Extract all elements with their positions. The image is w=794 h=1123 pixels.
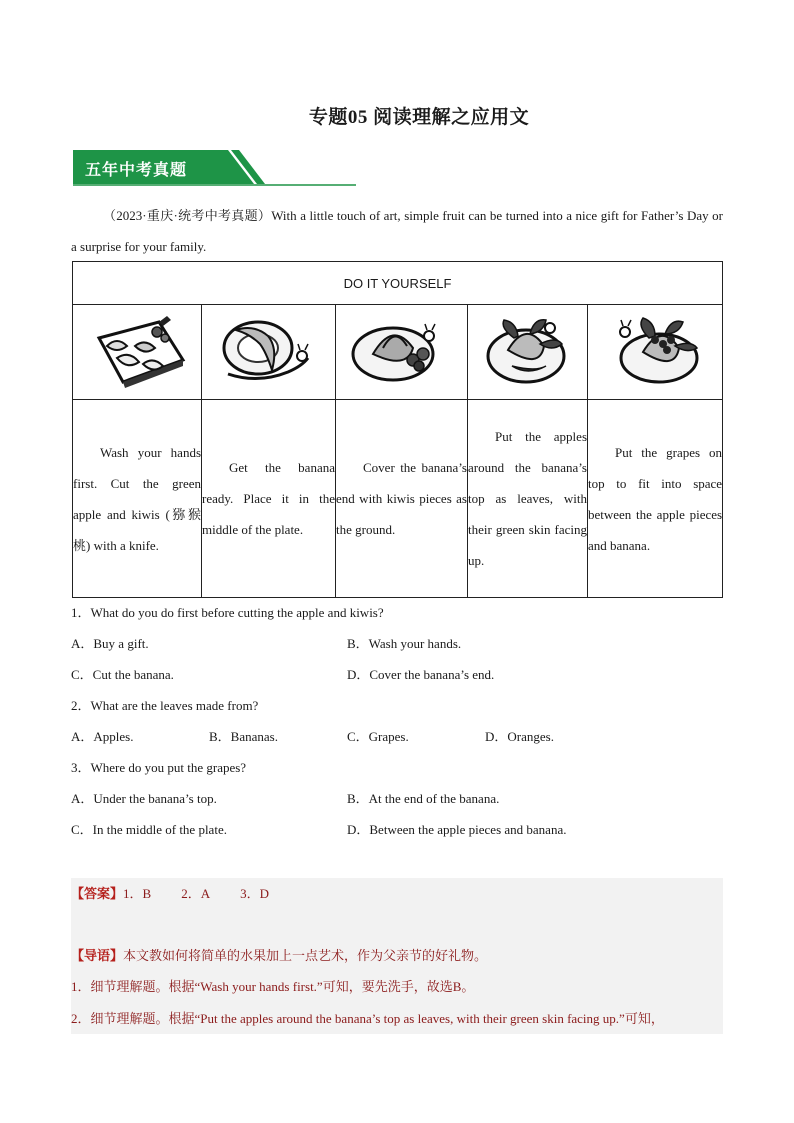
- question-1-options-row-1: [71, 628, 723, 659]
- answer-item-2: 2．A: [181, 886, 211, 901]
- question-2-option-c[interactable]: C．Grapes.: [347, 729, 409, 744]
- question-1-options-row-2: [71, 659, 723, 690]
- question-2-option-b[interactable]: B．Bananas.: [209, 729, 278, 744]
- question-3-option-a[interactable]: A．Under the banana’s top.: [71, 791, 217, 806]
- question-3-option-b[interactable]: B．At the end of the banana.: [347, 791, 500, 806]
- question-3-stem: 3．Where do you put the grapes?: [71, 760, 247, 775]
- question-2-stem: 2．What are the leaves made from?: [71, 698, 259, 713]
- question-1-option-a[interactable]: A．Buy a gift.: [71, 636, 149, 651]
- answer-item-1: 1．B: [123, 886, 152, 901]
- step-1-text: Wash your hands first. Cut the green apple and kiwis (猕猴桃) with a knife.: [73, 400, 202, 598]
- question-2-option-a[interactable]: A．Apples.: [71, 729, 134, 744]
- question-1-option-d[interactable]: D．Cover the banana’s end.: [347, 667, 495, 682]
- question-2-options-row: [71, 721, 723, 752]
- banana-kiwi-plate-illustration: [336, 305, 468, 400]
- banner-label: 五年中考真题: [85, 160, 188, 179]
- explanation-1: 1．细节理解题。根据“Wash your hands first.”可知，要先洗手，故选B。: [71, 979, 475, 994]
- explanation-2: 2．细节理解题。根据“Put the apples around the banana’s top as leaves, with their green skin facing up.”可知，: [71, 1011, 664, 1026]
- guide-tag: 【导语】: [71, 948, 124, 963]
- banana-on-plate-illustration: [202, 305, 336, 400]
- step-3-text: Cover the banana’s end with kiwis pieces as the ground.: [336, 400, 468, 598]
- guide-text: 本文教如何将简单的水果加上一点艺术，作为父亲节的好礼物。: [123, 948, 488, 963]
- step-5-text: Put the grapes on top to fit into space between the apple pieces and banana.: [588, 400, 723, 598]
- answer-tag: 【答案】: [71, 886, 124, 901]
- step-4-text: Put the apples around the banana’s top as leaves, with their green skin facing up.: [468, 400, 588, 598]
- question-3-option-d[interactable]: D．Between the apple pieces and banana.: [347, 822, 567, 837]
- question-2-option-d[interactable]: D．Oranges.: [485, 729, 554, 744]
- table-header: DO IT YOURSELF: [73, 262, 723, 305]
- intro-paragraph: [71, 200, 723, 262]
- question-1-option-c[interactable]: C．Cut the banana.: [71, 667, 174, 682]
- answer-box: [71, 878, 723, 1034]
- cutting-board-fruit-illustration: [73, 305, 202, 400]
- question-3-options-row-2: [71, 814, 723, 845]
- intro-text: With a little touch of art, simple fruit can be turned into a nice gift for Father’s Day or a surprise for your family.: [71, 208, 723, 254]
- grapes-fruit-plate-illustration: [588, 305, 723, 400]
- answer-item-3: 3．D: [240, 886, 269, 901]
- section-banner: [73, 150, 356, 186]
- question-3-option-c[interactable]: C．In the middle of the plate.: [71, 822, 227, 837]
- questions-section: [71, 597, 723, 845]
- apple-leaves-plate-illustration: [468, 305, 588, 400]
- steps-table: [72, 261, 723, 598]
- answer-line: [71, 878, 269, 909]
- intro-source: （2023·重庆·统考中考真题）: [103, 208, 272, 223]
- step-2-text: Get the banana ready. Place it in the middle of the plate.: [202, 400, 336, 598]
- question-3-options-row-1: [71, 783, 723, 814]
- guide-line: [71, 940, 487, 971]
- page-title: 专题05 阅读理解之应用文: [308, 107, 530, 128]
- question-1-option-b[interactable]: B．Wash your hands.: [347, 636, 462, 651]
- question-1-stem: 1．What do you do first before cutting the apple and kiwis?: [71, 605, 384, 620]
